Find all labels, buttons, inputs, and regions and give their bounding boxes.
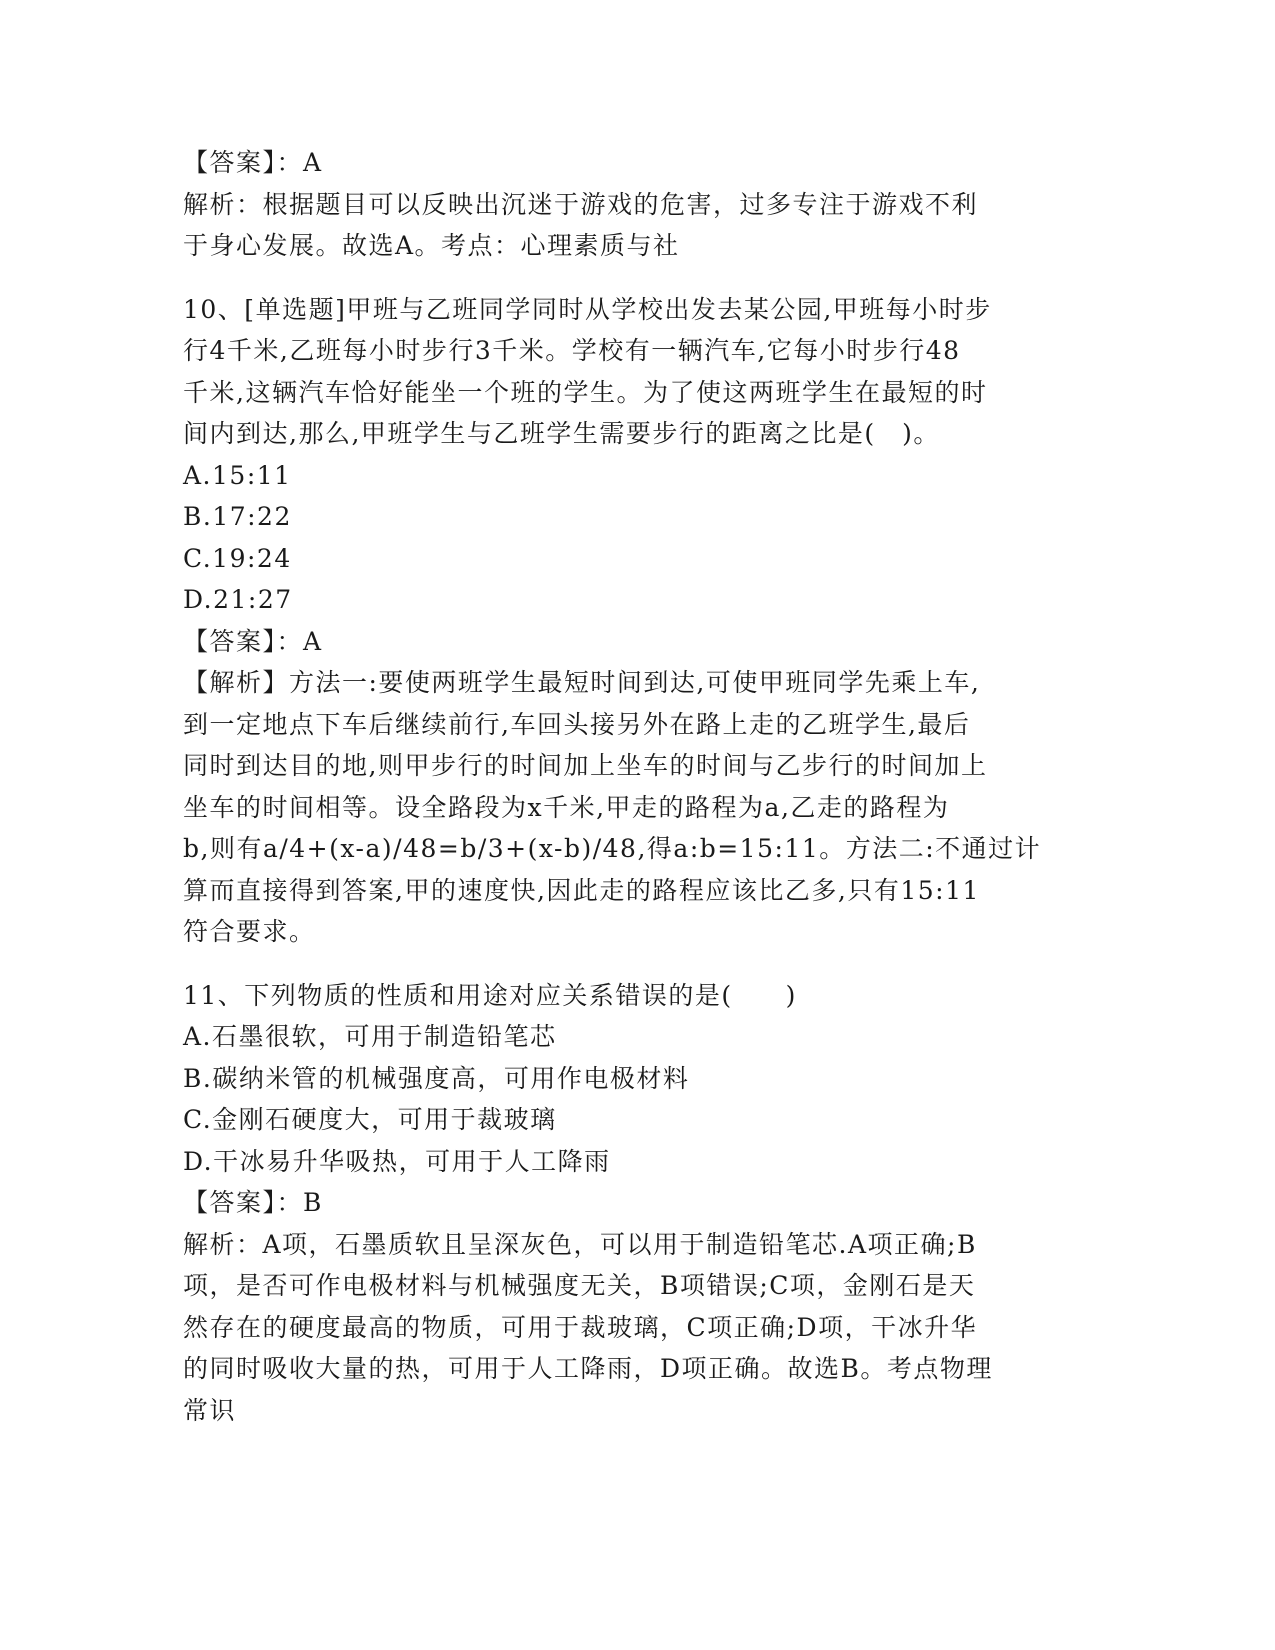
explanation-text: 然存在的硬度最高的物质，可用于裁玻璃，C项正确;D项，干冰升华 [183, 1312, 978, 1342]
question-stem: 间内到达,那么,甲班学生与乙班学生需要步行的距离之比是( )。 [183, 419, 940, 448]
option-b: B.17:22 [183, 502, 292, 531]
explanation-text: 常识 [183, 1395, 237, 1425]
option-d: D.干冰易升华吸热，可用于人工降雨 [183, 1146, 611, 1176]
question-block-10 [183, 289, 1063, 953]
section-gap [183, 267, 1063, 289]
option-a: A.15:11 [183, 460, 292, 490]
question-stem: 行4千米,乙班每小时步行3千米。学校有一辆汽车,它每小时步行48 [183, 336, 961, 365]
explanation-text: 到一定地点下车后继续前行,车回头接另外在路上走的乙班学生,最后 [183, 709, 971, 739]
question-stem: 11、下列物质的性质和用途对应关系错误的是( ) [183, 980, 797, 1010]
option-c: C.19:24 [183, 543, 292, 573]
explanation-text: 的同时吸收大量的热，可用于人工降雨，D项正确。故选B。考点物理 [183, 1354, 993, 1383]
option-b: B.碳纳米管的机械强度高，可用作电极材料 [183, 1063, 690, 1093]
explanation-text: 同时到达目的地,则甲步行的时间加上坐车的时间与乙步行的时间加上 [183, 751, 988, 780]
explanation-text: b,则有a/4+(x-a)/48=b/3+(x-b)/48,得a:b=15:11。方法二:不通过计 [183, 834, 1042, 863]
explanation-text: 于身心发展。故选A。考点：心理素质与社 [183, 231, 680, 260]
option-d: D.21:27 [183, 585, 293, 614]
explanation-text: 【解析】方法一:要使两班学生最短时间到达,可使甲班同学先乘上车, [183, 668, 981, 697]
explanation-text: 坐车的时间相等。设全路段为x千米,甲走的路程为a,乙走的路程为 [183, 792, 950, 822]
explanation-text: 符合要求。 [183, 917, 316, 946]
answer-label: 【答案】：A [183, 626, 323, 656]
document-page [183, 142, 1063, 1431]
answer-label: 【答案】：B [183, 1188, 323, 1217]
explanation-text: 解析：A项，石墨质软且呈深灰色，可以用于制造铅笔芯.A项正确;B [183, 1229, 977, 1259]
section-gap [183, 953, 1063, 975]
explanation-text: 解析：根据题目可以反映出沉迷于游戏的危害，过多专注于游戏不利 [183, 189, 979, 219]
question-stem: 10、[单选题]甲班与乙班同学同时从学校出发去某公园,甲班每小时步 [183, 294, 992, 324]
question-stem: 千米,这辆汽车恰好能坐一个班的学生。为了使这两班学生在最短的时 [183, 377, 988, 407]
answer-block-9 [183, 142, 1063, 267]
option-a: A.石墨很软，可用于制造铅笔芯 [183, 1022, 557, 1051]
question-block-11 [183, 975, 1063, 1432]
answer-label: 【答案】：A [183, 148, 323, 177]
option-c: C.金刚石硬度大，可用于裁玻璃 [183, 1105, 557, 1134]
explanation-text: 算而直接得到答案,甲的速度快,因此走的路程应该比乙多,只有15:11 [183, 875, 980, 905]
explanation-text: 项，是否可作电极材料与机械强度无关，B项错误;C项，金刚石是天 [183, 1271, 976, 1300]
